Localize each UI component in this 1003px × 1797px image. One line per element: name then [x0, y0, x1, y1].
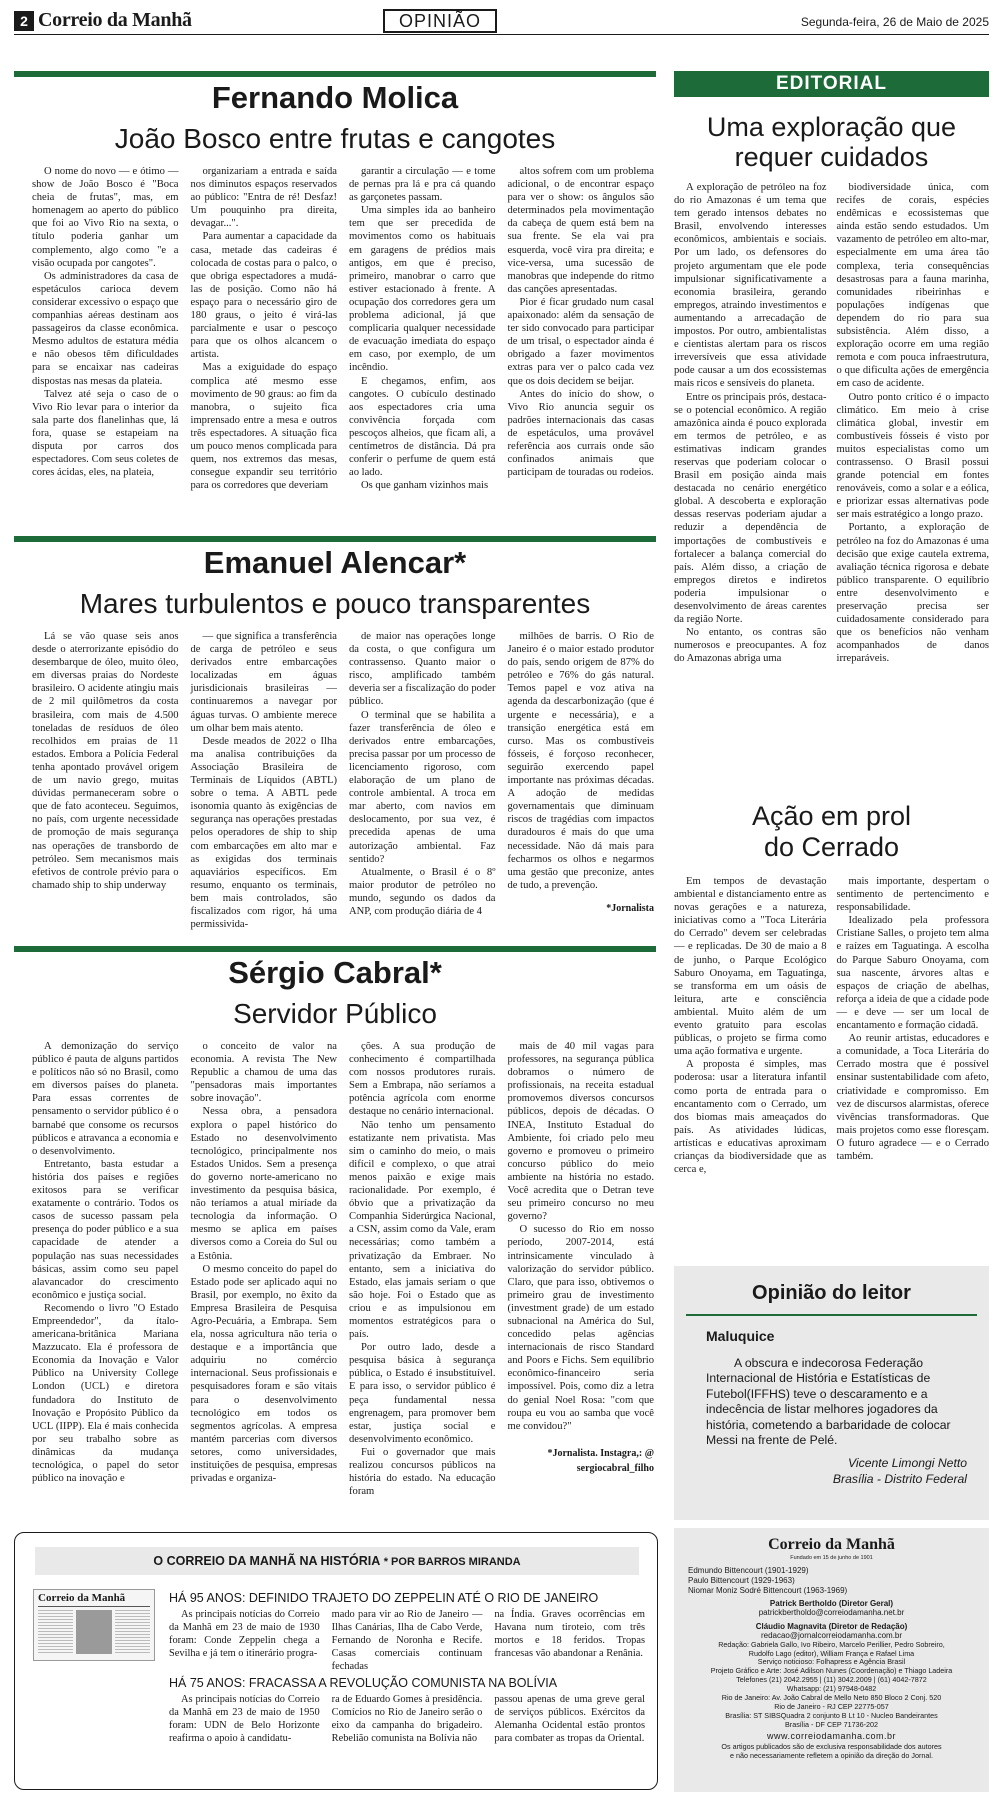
credits-website: www.correiodamanha.com.br	[766, 1730, 897, 1741]
paragraph: Para aumentar a capacidade da casa, metade das cadeiras é colocada de costas para o palco, o que obriga espectadores a mudá-las de posição. Como não há espaço para o necessário giro de 180 graus, o jeito é virá-las parcialmente e usar o pescoço para que os olhos alcancem o artista.	[190, 231, 337, 361]
paragraph: As principais notícias do Correio da Manhã em 23 de maio de 1950 foram: UDN de Belo Horizonte reafirma o apoio à candidatu-	[169, 1694, 320, 1744]
paragraph: de maior nas operações longe da costa, o que configura um contrassenso. Quanto maior o risco, amplificado também deveria ser a fiscalização do poder público.	[349, 631, 496, 708]
paragraph: O nome do novo — e ótimo — show de João Bosco é "Boca cheia de frutas", mas, em homenagem ao aperto do público que foi ao Vivo Rio na sexta, o título poderia ganhar um complemento, algo como "e a visão ocupada por cangotes".	[32, 166, 179, 269]
author-name: Emanuel Alencar*	[203, 545, 467, 580]
credits-line: Rio de Janeiro: Av. João Cabral de Mello Neto 850 Bloco 2 Conj. 520	[721, 1693, 942, 1703]
reader-letter-subject: Maluquice	[706, 1328, 775, 1344]
text-column	[508, 165, 655, 528]
text-column	[349, 630, 496, 940]
text-column	[32, 165, 179, 528]
paragraph: passou apenas de uma greve geral de serviços públicos. Exércitos da Alemanha Ocidental estão prontos para combater as tropas da Oriental.	[494, 1694, 646, 1744]
paragraph: Recomendo o livro "O Estado Empreendedor", da ítalo-americana-britânica Mariana Mazzucato. Ela é professora de Economia da Inovação e Valor Público na University College London (UCL) e diretora fundadora do Instituto de Inovação e Propósito Público da UCL (IIPP). Ela é mais conhecida por seu trabalho sobre as dinâmicas da mudança tecnológica, o papel do setor público na inovação e	[32, 1302, 179, 1485]
text-column	[191, 630, 338, 940]
history-headline: HÁ 95 ANOS: DEFINIDO TRAJETO DO ZEPPELIN ATÉ O RIO DE JANEIRO	[169, 1591, 599, 1605]
text-column	[32, 630, 179, 940]
credits-line: Os artigos publicados são de exclusiva responsabilidade dos autores	[721, 1741, 942, 1751]
history-banner-title: O CORREIO DA MANHÃ NA HISTÓRIA	[153, 1554, 381, 1568]
paragraph: Atualmente, o Brasil é o 8º maior produtor de petróleo no mundo, segundo os dados da ANP, com produção diária de 4	[349, 866, 496, 917]
credits-director: Patrick Bertholdo (Diretor Geral)	[769, 1599, 894, 1608]
article-body	[32, 1040, 654, 1498]
credits-founded: Fundado em 15 de junho de 1901	[790, 1555, 873, 1561]
reader-letter-text: A obscura e indecorosa Federação Internacional de História e Estatísticas de Futebol(IFFHS) teve o descaramento e a indecência de listar melhores jogadores da história, cometendo a barbaridade de colocar Messi na frente de Pelé.	[706, 1356, 951, 1448]
paragraph: Ao reunir artistas, educadores e a comunidade, a Toca Literária do Cerrado mostra que é possível ensinar sustentabilidade com afeto, criatividade e compromisso. Em vez de discursos alarmistas, oferece vivências transformadoras. Que mais projetos como esse floresçam. O futuro agradece — e o Cerrado também.	[836, 1033, 989, 1162]
credits-line: Rudolfo Lago (editor), William França e Rafael Lima	[748, 1648, 915, 1658]
history-body	[169, 1608, 645, 1670]
paragraph: mais de 40 mil vagas para professores, na segurança pública dobramos o número de profissionais, na receita estadual promovemos diversos concursos públicos, depois de décadas. O INEA, Instituto Estadual do Ambiente, foi criado pelo meu governo e promoveu o primeiro concurso público do meio ambiente na história no estado. Você acredita que o Detran teve seu primeiro concurso no meu governo?	[507, 1041, 654, 1223]
credits-line: Edmundo Bittencourt (1901-1929)	[688, 1566, 809, 1575]
paragraph: A proposta é simples, mas poderosa: usar a literatura infantil como porta de entrada para o encantamento com o Cerrado, um dos biomas mais ameaçados do país. As atividades lúdicas, artísticas e educativas aproximam crianças da biodiversidade que as cerca e,	[674, 1059, 827, 1176]
credits-line: Brasília - DF CEP 71736-202	[785, 1719, 878, 1729]
text-column	[837, 181, 990, 761]
editorial-title	[674, 801, 989, 863]
column-bar	[14, 946, 656, 952]
credits-line: e não necessariamente refletem a opinião da direção do Jornal.	[730, 1750, 933, 1760]
newspaper-thumbnail	[33, 1589, 155, 1661]
author-signature: *Jornalista. Instagra,: @	[547, 1447, 654, 1459]
paragraph: o conceito de valor na economia. A revista The New Republic a chamou de uma das "pensadoras mais importantes sobre inovação".	[190, 1041, 337, 1105]
reader-letter-author: Vicente Limongi Netto	[847, 1456, 967, 1470]
credits-line: Redação: Gabriela Gallo, Ivo Ribeiro, Marcelo Perillier, Pedro Sobreiro,	[718, 1639, 945, 1649]
article-title: Mares turbulentos e pouco transparentes	[79, 588, 591, 619]
section-label: OPINIÃO	[383, 9, 497, 33]
text-column	[508, 630, 655, 940]
credits-editor-email: redacao@jornalcorreiodamanha.com.br	[760, 1630, 903, 1640]
author-signature: *Jornalista	[606, 902, 654, 914]
paragraph: A exploração de petróleo na foz do rio Amazonas é um tema que tem gerado intensos debates no Brasil, envolvendo interesses econômicos, ambientais e sociais. Por um lado, os defensores do projeto argumentam que ele pode impulsionar significativamente a economia brasileira, gerando empregos, atraindo investimentos e aumentando a arrecadação de impostos. Por outro, ambientalistas e cientistas alertam para os riscos irreversíveis que essa atividade pode causar a um dos ecossistemas mais ricos e sensíveis do planeta.	[674, 182, 827, 390]
paragraph: Os administradores da casa de espetáculos carioca devem considerar excessivo o espaço que companhias aéreas destinam aos passageiros da classe econômica. Mesmo adultos de estatura média e não obesos têm dificuldades para se encaixar nas cadeiras dispostas nas mesas da plateia.	[32, 270, 179, 387]
credits-line: Rio de Janeiro - RJ CEP 22775-057	[774, 1701, 889, 1711]
title-line: Ação em prol	[751, 801, 912, 831]
article-title: Servidor Público	[233, 998, 437, 1029]
credits-line: Telefones (21) 2042.2955 | (11) 3042.2009 | (61) 4042-7872	[736, 1675, 927, 1685]
credits-line: Projeto Gráfico e Arte: José Adilson Nunes (Coordenação) e Thiago Ladeira	[710, 1666, 953, 1676]
page-date: Segunda-feira, 26 de Maio de 2025	[800, 15, 989, 29]
credits-line: Whatsapp: (21) 97948-0482	[786, 1684, 877, 1694]
paragraph: Talvez até seja o caso de o Vivo Rio levar para o interior da sala parte dos flanelinhas que, lá fora, quase se estapeiam na disputa por carros dos espectadores. Com seus coletes de cores ácidas, eles, na plateia,	[32, 388, 179, 479]
text-column	[674, 875, 827, 1240]
paragraph: Lá se vão quase seis anos desde o aterrorizante episódio do desembarque de óleo, muito óleo, em diversas praias do Nordeste brasileiro. O acidente atingiu mais de 2 mil quilômetros da costa brasileira, com mais de 4.500 toneladas de resíduos de óleo recolhidos em praias de 11 estados. Embora a Polícia Federal tenha apontado provável origem de um navio grego, muitas dúvidas permaneceram sobre o que de fato aconteceu. Seguimos, no país, com urgente necessidade de promoção de mais segurança nas operações de transbordo de petróleo. Sem mecanismos mais efetivos de controle prévio para o chamado ship to ship underway	[32, 631, 179, 891]
reader-letter-location: Brasília - Distrito Federal	[832, 1472, 967, 1486]
text-column	[349, 1040, 496, 1498]
history-banner-author: * POR BARROS MIRANDA	[383, 1556, 521, 1568]
paragraph: mado para vir ao Rio de Janeiro — Ilhas Canárias, Ilha de Cabo Verde, Fernando de Noronha e Recife. Casas comerciais continuam fechadas	[331, 1609, 483, 1672]
paragraph: milhões de barris. O Rio de Janeiro é o maior estado produtor do país, sendo origem de 87% do petróleo e 76% do gás natural. Temos papel e voz ativa na agenda da descarbonização (que é urgente e necessária), e a transição energética está em curso. Mas os combustíveis fósseis, é forçoso reconhecer, seguirão exercendo papel importante nas próximas décadas. A adoção de medidas governamentais que diminuam riscos de tragédias com impactos duradouros é mais do que uma necessidade. Não dá mais para fecharmos os olhos e negarmos uma gestão que preconize, antes de tudo, a prevenção.	[507, 631, 654, 891]
credits-line: Paulo Bittencourt (1929-1963)	[688, 1576, 795, 1585]
credits-editor: Cláudio Magnavita (Diretor de Redação)	[755, 1621, 908, 1631]
paragraph: Idealizado pela professora Cristiane Salles, o projeto tem alma e raízes em Taguatinga. A escolha do Parque Saburo Onoyama, com sua nascente, árvores altas e espaços de criação de abelhas, reforça a ideia de que a cidade pode — e deve — ser um local de encantamento e formação cidadã.	[836, 915, 989, 1032]
paragraph: A demonização do serviço público é pauta de alguns partidos e políticos não só no Brasil, como em diversos países do planeta. Para essas correntes de pensamento o servidor público é o barnabé que consome os recursos públicos e atravanca a economia e o desenvolvimento.	[32, 1041, 179, 1157]
masthead-credits-box	[674, 1528, 989, 1792]
paragraph: na Índia. Graves ocorrências em Havana num tiroteio, com três mortos e 18 feridos. Tropas francesas vão abandonar a Renânia.	[494, 1609, 646, 1659]
article-body	[32, 165, 654, 528]
column-bar	[14, 71, 656, 77]
text-column	[191, 1040, 338, 1490]
paragraph: — que significa a transferência de carga de petróleo e seus derivados entre embarcações localizadas em águas jurisdicionais brasileiras — continuaremos a navegar por águas turvas. O ambiente merece um olhar bem mais atento.	[190, 631, 337, 734]
thumbnail-masthead: Correio da Manhã	[38, 1592, 126, 1604]
title-line: do Cerrado	[763, 832, 900, 862]
history-headline: HÁ 75 ANOS: FRACASSA A REVOLUÇÃO COMUNISTA NA BOLÍVIA	[169, 1676, 558, 1690]
author-name: Sérgio Cabral*	[228, 955, 442, 990]
history-body	[169, 1693, 645, 1755]
page-number: 2	[14, 11, 34, 31]
paragraph: ções. A sua produção de conhecimento é compartilhada com nossos produtores rurais. Sem a Embrapa, não seríamos a potência agrícola com enorme destaque no cenário internacional.	[349, 1041, 496, 1118]
title-line: requer cuidados	[734, 142, 929, 172]
text-column	[169, 1608, 320, 1670]
text-column	[508, 1040, 655, 1490]
paragraph: O terminal que se habilita a fazer transferência de óleo e derivados entre embarcações, precisa passar por um processo de licenciamento rigoroso, com elaboração de um plano de controle ambiental. A troca em mar aberto, com navios em deslocamento, por sua vez, é precedida apenas de uma autorização ambiental. Faz sentido?	[349, 709, 496, 865]
text-column	[494, 1693, 645, 1755]
paragraph: O mesmo conceito do papel do Estado pode ser aplicado aqui no Brasil, por exemplo, no êxito da Empresa Brasileira de Pesquisa Agro-Pecuária, a Embrapa. Sem ela, nossa agricultura não teria o destaque e a importância que adquiriu no comércio internacional. Seus profissionais e pesquisadores foram e são vitais para o desenvolvimento tecnológico em todos os segmentos agrícolas. A empresa mantém parcerias com diversos setores, como universidades, instituições de pesquisa, empresas privadas e organiza-	[190, 1263, 337, 1485]
credits-line: Brasília: ST SIBSQuadra 2 conjunto B Lt 10 - Nucleo Bandeirantes	[725, 1710, 938, 1720]
paragraph: Entre os principais prós, destaca-se o potencial econômico. A região amazônica ainda é pouco explorada em termos de petróleo, e as estimativas indicam grandes reservas que poderiam colocar o Brasil em posição ainda mais destacada no cenário energético global. A descoberta e exploração dessas reservas poderiam ajudar a reduzir a dependência de importações de combustíveis e fortalecer a balança comercial do país. Além disso, a criação de empregos diretos e indiretos poderia impulsionar o desenvolvimento de áreas carentes da região Norte.	[674, 391, 827, 626]
editorial-title	[674, 112, 989, 172]
editorial-banner: EDITORIAL	[674, 71, 989, 97]
paragraph: Portanto, a exploração de petróleo na foz do Amazonas é uma decisão que exige cautela extrema, avaliação técnica rigorosa e debate público transparente. O equilíbrio entre desenvolvimento e preservação precisa ser cuidadosamente considerado para que os benefícios não venham acompanhados de danos irreparáveis.	[836, 522, 989, 665]
paragraph: E chegamos, enfim, aos cangotes. O cubículo destinado aos espectadores cria uma convivência forçada com pescoços alheios, que ficam ali, a centímetros de distância. Dá pra conferir o perfume de quem está ao lado.	[349, 375, 496, 479]
credits-director-email: patrickbertholdo@correiodamanha.net.br	[758, 1607, 905, 1617]
credits-line: Niomar Moniz Sodré Bittencourt (1963-1969)	[688, 1586, 848, 1595]
history-box	[14, 1532, 658, 1790]
credits-line: Serviço noticioso: Folhapress e Agência Brasil	[757, 1657, 906, 1667]
masthead: Correio da Manhã	[38, 9, 192, 31]
paragraph: Mas a exiguidade do espaço complica até mesmo esse movimento de 90 graus: ao fim da manobra, o sujeito fica imprensado entre a mesa e outros três espectadores. A situação fica um pouco menos complicada para quem, nos extremos das mesas, consegue expandir seu território para os corredores que deveriam	[190, 362, 337, 492]
paragraph: Uma simples ida ao banheiro tem que ser precedida de movimentos como os habituais em garagens de prédios mais antigos, em que é preciso, primeiro, manobrar o carro que estiver estacionado à frente. A ocupação dos corredores gera um problema adicional, já que complicaria qualquer necessidade de evacuação imediata do espaço em caso, por exemplo, de um incêndio.	[349, 205, 496, 374]
credits-logo: Correio da Manhã	[768, 1536, 895, 1553]
editorial-body	[674, 875, 989, 1240]
paragraph: No entanto, os contras são numerosos e preocupantes. A foz do Amazonas abriga uma	[674, 627, 827, 665]
paragraph: Antes do início do show, o Vivo Rio anuncia seguir os padrões internacionais das casas de espetáculos, uma provável referência aos currais onde são confinados animais que participam de touradas ou rodeios.	[507, 388, 654, 479]
paragraph: Em tempos de devastação ambiental e distanciamento entre as novas gerações e a natureza, iniciativas como a "Toca Literária do Cerrado" devem ser celebradas — e replicadas. De 30 de maio a 8 de junho, o Parque Ecológico Saburo Onoyama, em Taguatinga, se transforma em um oásis de leitura, arte e consciência ambiental. Muito além de um evento gratuito para escolas públicas, o projeto se firma como uma ação formativa e urgente.	[674, 876, 827, 1058]
history-banner	[35, 1547, 639, 1575]
title-line: Uma exploração que	[706, 112, 957, 142]
paragraph: organizariam a entrada e saída nos diminutos espaços reservados ao público: "Entra de ré! Desfaz! Um pouquinho pra direita, devagar...".	[190, 166, 337, 230]
paragraph: Desde meados de 2022 o Ilha ma analisa contribuições da Associação Brasileira de Terminais de Líquidos (ABTL) sobre o tema. A ABTL pede isonomia quanto às exigências de segurança nas operações prestadas pelos operadores de ship to ship com embarcações em alto mar e as exigidas dos terminais aquaviários específicos. Em resumo, enquanto os terminais, bem mais controlados, são fiscalizados com rigor, há uma permissivida-	[190, 735, 337, 931]
editorial-body	[674, 181, 989, 761]
paragraph: Não tenho um pensamento estatizante nem privatista. Mas sim o caminho do meio, o mais difícil e complexo, o que atrai menos paixão e exige mais racionalidade. Por exemplo, é óbvio que a privatização da Companhia Siderúrgica Nacional, a CSN, assim como da Vale, eram necessárias; como também a privatização da Embraer. No entanto, sem a iniciativa do Estado, elas jamais seriam o que são hoje. Foi o Estado que as criou e as impulsionou em momentos estratégicos para o país.	[349, 1119, 496, 1341]
text-column	[837, 875, 990, 1240]
text-column	[349, 165, 496, 528]
reader-opinion-header: Opinião do leitor	[752, 1282, 911, 1304]
author-name: Fernando Molica	[211, 80, 459, 115]
paragraph: Entretanto, basta estudar a história dos países e regiões exitosos para se verificar exatamente o contrário. Todos os casos de sucesso passam pela presença do poder público e a sua capacidade de atender a população nas suas necessidades básicas, assim como seu papel alavancador do crescimento econômico e justiça social.	[32, 1158, 179, 1301]
credits-founders	[688, 1566, 847, 1596]
paragraph: Pior é ficar grudado num casal apaixonado: além da sensação de ter sido convocado para participar de um trisal, o espectador ainda é obrigado a fazer movimentos extras para ver o palco cada vez que os dois decidem se beijar.	[507, 296, 654, 387]
text-column	[169, 1693, 320, 1755]
reader-opinion-box	[674, 1266, 989, 1520]
paragraph: garantir a circulação — e tome de pernas pra lá e pra cá quando as garçonetes passam.	[349, 166, 496, 204]
paragraph: Por outro lado, desde a pesquisa básica à segurança pública, o Estado é insubstituível. E para isso, o servidor público é peça fundamental nessa engrenagem, para promover bem estar, justiça social e desenvolvimento econômico.	[349, 1342, 496, 1445]
paragraph: Fui o governador que mais realizou concursos públicos na história do estado. Na educação foram	[349, 1446, 496, 1498]
paragraph: Os que ganham vizinhos mais	[361, 480, 489, 492]
paragraph: ra de Eduardo Gomes à presidência. Comícios no Rio de Janeiro serão o eixo da campanha do brigadeiro. Rebelião comunista na Bolívia não	[331, 1694, 483, 1744]
reader-opinion-rule	[686, 1314, 977, 1316]
paragraph: Outro ponto crítico é o impacto climático. Em meio à crise climática global, investir em combustíveis fósseis é visto por muitos especialistas como um contrassenso. O Brasil possui grande potencial em fontes renováveis, como a solar e a eólica, e priorizar essas alternativas pode ser mais estratégico a longo prazo.	[836, 391, 989, 521]
text-column	[191, 165, 338, 528]
text-column	[494, 1608, 645, 1670]
paragraph: biodiversidade única, com recifes de corais, espécies endêmicas e ecossistemas que ainda estão sendo estudados. Um vazamento de petróleo em alto-mar, especialmente em uma área tão complexa, teria consequências desastrosas para a fauna marinha, comunidades ribeirinhas e populações indígenas que dependem do rio para sua subsistência. Além disso, a exploração ocorre em uma região remota e com pouca infraestrutura, o que dificulta ações de emergência em caso de acidente.	[836, 182, 989, 390]
column-bar	[14, 536, 656, 542]
article-body	[32, 630, 654, 940]
paragraph: mais importante, despertam o sentimento de pertencimento e responsabilidade.	[836, 876, 989, 914]
paragraph: Nessa obra, a pensadora explora o papel histórico do Estado no desenvolvimento tecnológico, principalmente nos Estados Unidos. Sem a presença do governo norte-americano no investimento da pesquisa básica, não teríamos a atual miríade da tecnologia da informação. O mesmo se aplica em países diversos como a Coreia do Sul ou a Estônia.	[190, 1106, 337, 1262]
header-rule	[14, 34, 989, 35]
credits-staff	[674, 1600, 989, 1760]
article-title: João Bosco entre frutas e cangotes	[114, 123, 556, 154]
paragraph: O sucesso do Rio em nosso período, 2007-2014, está intrinsicamente vinculado à valorização do servidor público. Claro, que para isso, obtivemos o primeiro grau de investimento (investment grade) de um estado subnacional na América do Sul, concedido pelas agências internacionais de risco Standard and Poors e Fichs. Sem equilíbrio econômico-financeiro seria impossível. Pois, como diz a letra do genial Noel Rosa: "com que roupa eu vou ao samba que você me convidou?"	[507, 1224, 654, 1432]
paragraph: altos sofrem com um problema adicional, o de encontrar espaço para ver o show: os ângulos são determinados pela movimentação da cabeça de quem está bem na sua frente. Se ela vai pra esquerda, você vira pra direita; e vice-versa, uma sucessão de manobras que independe do ritmo das canções apresentadas.	[507, 166, 654, 295]
text-column	[32, 1040, 179, 1490]
paragraph: As principais notícias do Correio da Manhã em 23 de maio de 1930 foram: Conde Zeppelin chega a Sevilha e já tem o itinerário progra-	[169, 1609, 320, 1659]
text-column	[674, 181, 827, 761]
text-column	[332, 1693, 483, 1755]
text-column	[332, 1608, 483, 1670]
author-signature: sergiocabral_filho	[576, 1462, 654, 1474]
